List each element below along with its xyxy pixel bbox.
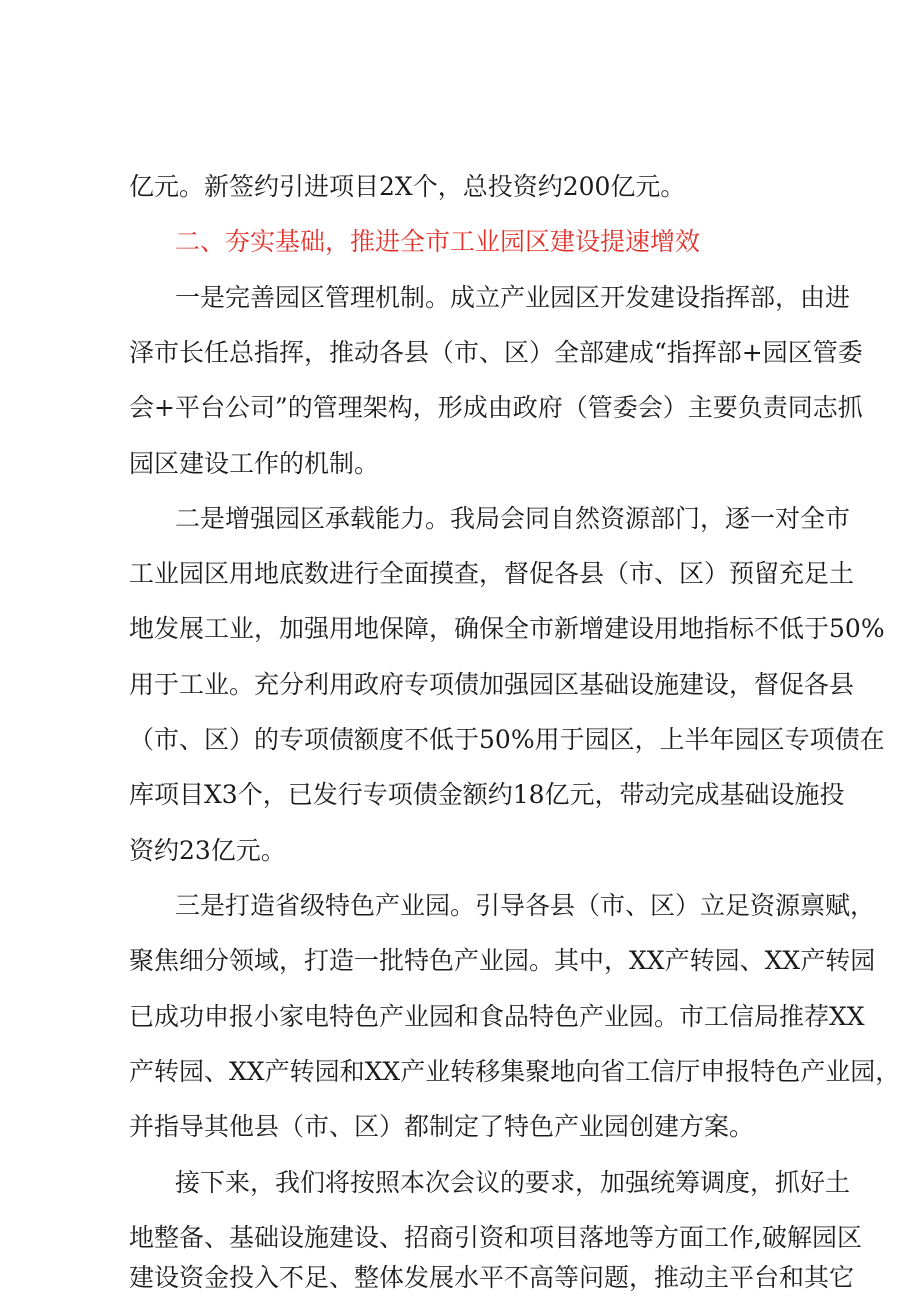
paragraph-3-line-2: 聚焦细分领域，打造一批特色产业园。其中，XX产转园、XX产转园 — [129, 946, 876, 975]
body-line-1: 亿元。新签约引进项目2X个，总投资约200亿元。 — [129, 172, 686, 201]
paragraph-2-line-6: 库项目X3个，已发行专项债金额约18亿元，带动完成基础设施投 — [129, 780, 845, 809]
paragraph-2-line-4: 用于工业。充分利用政府专项债加强园区基础设施建设，督促各县 — [129, 670, 855, 699]
paragraph-3-line-4: 产转园、XX产转园和XX产业转移集聚地向省工信厅申报特色产业园， — [129, 1057, 901, 1086]
paragraph-2-line-1: 二是增强园区承载能力。我局会同自然资源部门，逐一对全市 — [175, 504, 851, 533]
paragraph-2-line-3: 地发展工业，加强用地保障，确保全市新增建设用地指标不低于50% — [129, 614, 885, 643]
section-heading: 二、夯实基础，推进全市工业园区建设提速增效 — [175, 227, 701, 256]
paragraph-4-line-3: 建设资金投入不足、整体发展水平不高等问题，推动主平台和其它 — [129, 1263, 855, 1292]
paragraph-1-line-3: 会+平台公司”的管理架构，形成由政府（管委会）主要负责同志抓 — [129, 393, 863, 422]
paragraph-2-line-5: （市、区）的专项债额度不低于50%用于园区，上半年园区专项债在 — [129, 725, 885, 754]
paragraph-3-line-5: 并指导其他县（市、区）都制定了特色产业园创建方案。 — [129, 1112, 755, 1141]
paragraph-4-line-1: 接下来，我们将按照本次会议的要求，加强统筹调度，抓好土 — [175, 1168, 851, 1197]
paragraph-2-line-7: 资约23亿元。 — [129, 836, 286, 865]
paragraph-3-line-1: 三是打造省级特色产业园。引导各县（市、区）立足资源禀赋， — [175, 891, 876, 920]
paragraph-1-line-2: 泽市长任总指挥，推动各县（市、区）全部建成“指挥部+园区管委 — [129, 338, 863, 367]
paragraph-1-line-1: 一是完善园区管理机制。成立产业园区开发建设指挥部，由进 — [175, 283, 851, 312]
paragraph-1-line-4: 园区建设工作的机制。 — [129, 449, 380, 478]
paragraph-4-line-2: 地整备、基础设施建设、招商引资和项目落地等方面工作,破解园区 — [129, 1223, 862, 1252]
paragraph-3-line-3: 已成功申报小家电特色产业园和食品特色产业园。市工信局推荐XX — [129, 1002, 865, 1031]
paragraph-2-line-2: 工业园区用地底数进行全面摸查，督促各县（市、区）预留充足土 — [129, 559, 855, 588]
